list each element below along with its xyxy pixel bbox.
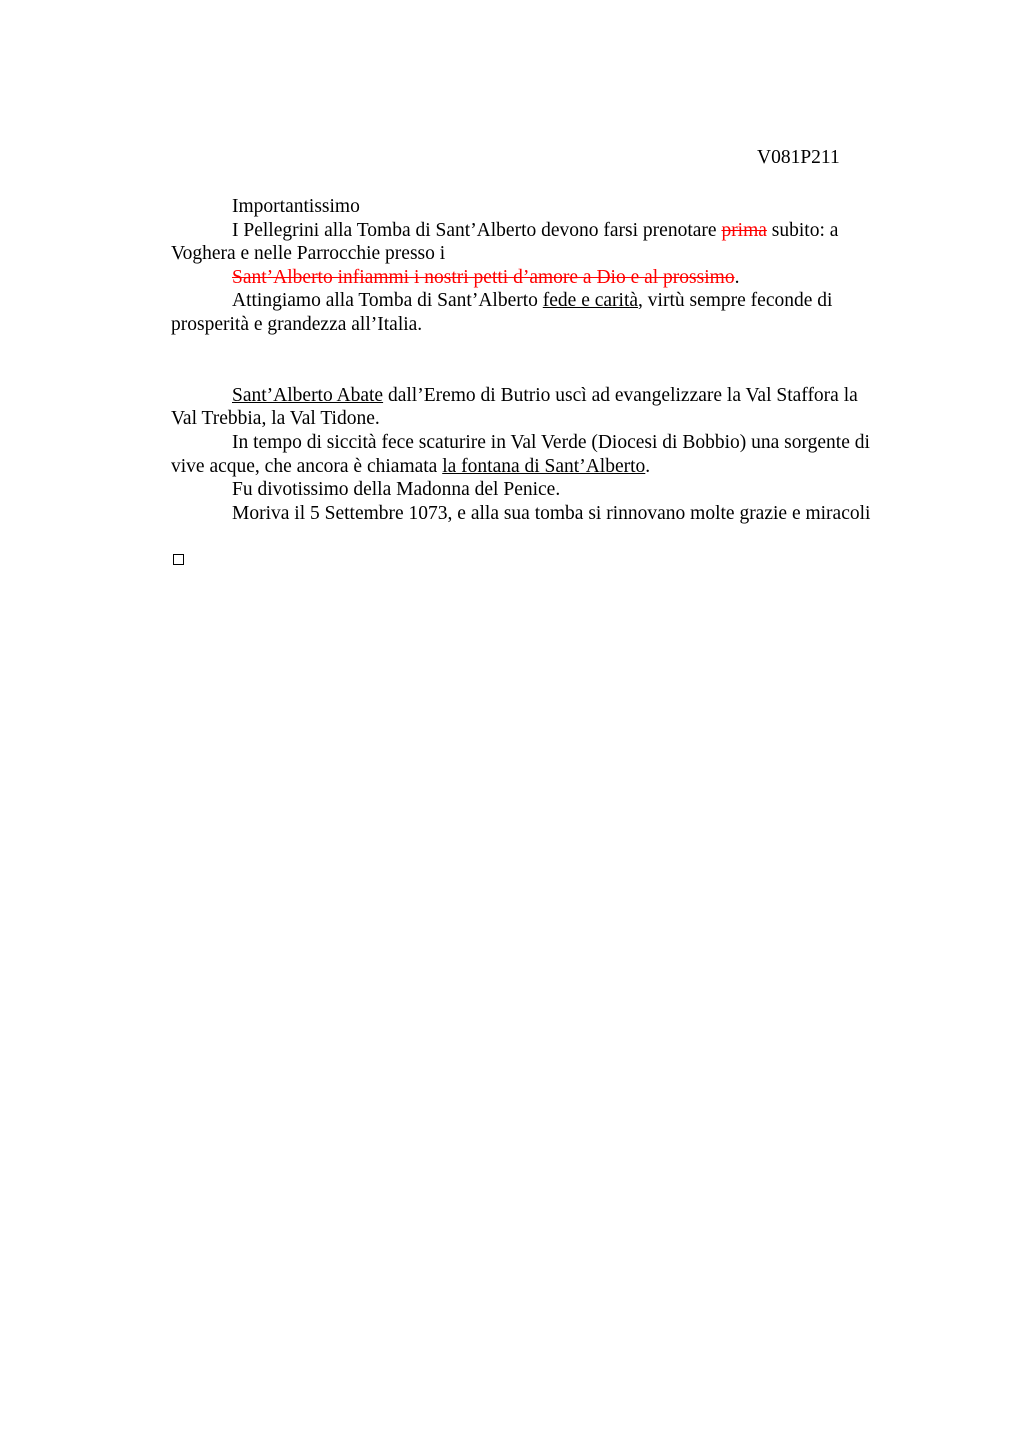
pilgrims-paragraph-line2: Voghera e nelle Parrocchie presso i [171, 243, 446, 265]
prayer-period: . [734, 266, 740, 288]
underlined-fede-carita: fede e carità [542, 290, 639, 312]
siccita-period: . [645, 455, 651, 477]
attingiamo-line2: prosperità e grandezza all’Italia. [171, 313, 423, 335]
pilgrims-text-a: I Pellegrini alla Tomba di Sant’Alberto devono farsi prenotare [232, 219, 722, 241]
deleted-prayer-text: Sant’Alberto infiammi i nostri petti d’amore a Dio e al prossimo [232, 266, 735, 288]
page-code: V081P211 [757, 147, 840, 168]
pilgrims-paragraph-line1 [171, 219, 916, 243]
document-body [171, 195, 916, 525]
empty-square-icon [173, 554, 184, 565]
attingiamo-line1 [171, 289, 916, 313]
abate-line2: Val Trebbia, la Val Tidone. [171, 408, 380, 430]
deleted-word-prima: prima [721, 219, 767, 241]
heading-importantissimo: Importantissimo [232, 196, 360, 217]
abate-text-rest: dall’Eremo di Butrio uscì ad evangelizzare la Val Staffora la [383, 384, 858, 406]
moriva-line: Moriva il 5 Settembre 1073, e alla sua tomba si rinnovano molte grazie e miracoli [232, 502, 871, 524]
siccita-line2 [171, 455, 916, 479]
attingiamo-text-b: , virtù sempre feconde di [638, 290, 833, 312]
siccita-line1: In tempo di siccità fece scaturire in Val Verde (Diocesi di Bobbio) una sorgente di [232, 431, 870, 453]
abate-line1 [171, 384, 916, 408]
underlined-sant-alberto-abate: Sant’Alberto Abate [232, 384, 384, 406]
pilgrims-text-b: subito: a [766, 219, 839, 241]
attingiamo-text-a: Attingiamo alla Tomba di Sant’Alberto [232, 290, 543, 312]
siccita-text-a: vive acque, che ancora è chiamata [171, 455, 443, 477]
paragraph-gap [171, 337, 916, 384]
madonna-line: Fu divotissimo della Madonna del Penice. [232, 479, 561, 501]
underlined-fontana: la fontana di Sant’Alberto [442, 455, 646, 477]
prayer-line [171, 266, 916, 290]
